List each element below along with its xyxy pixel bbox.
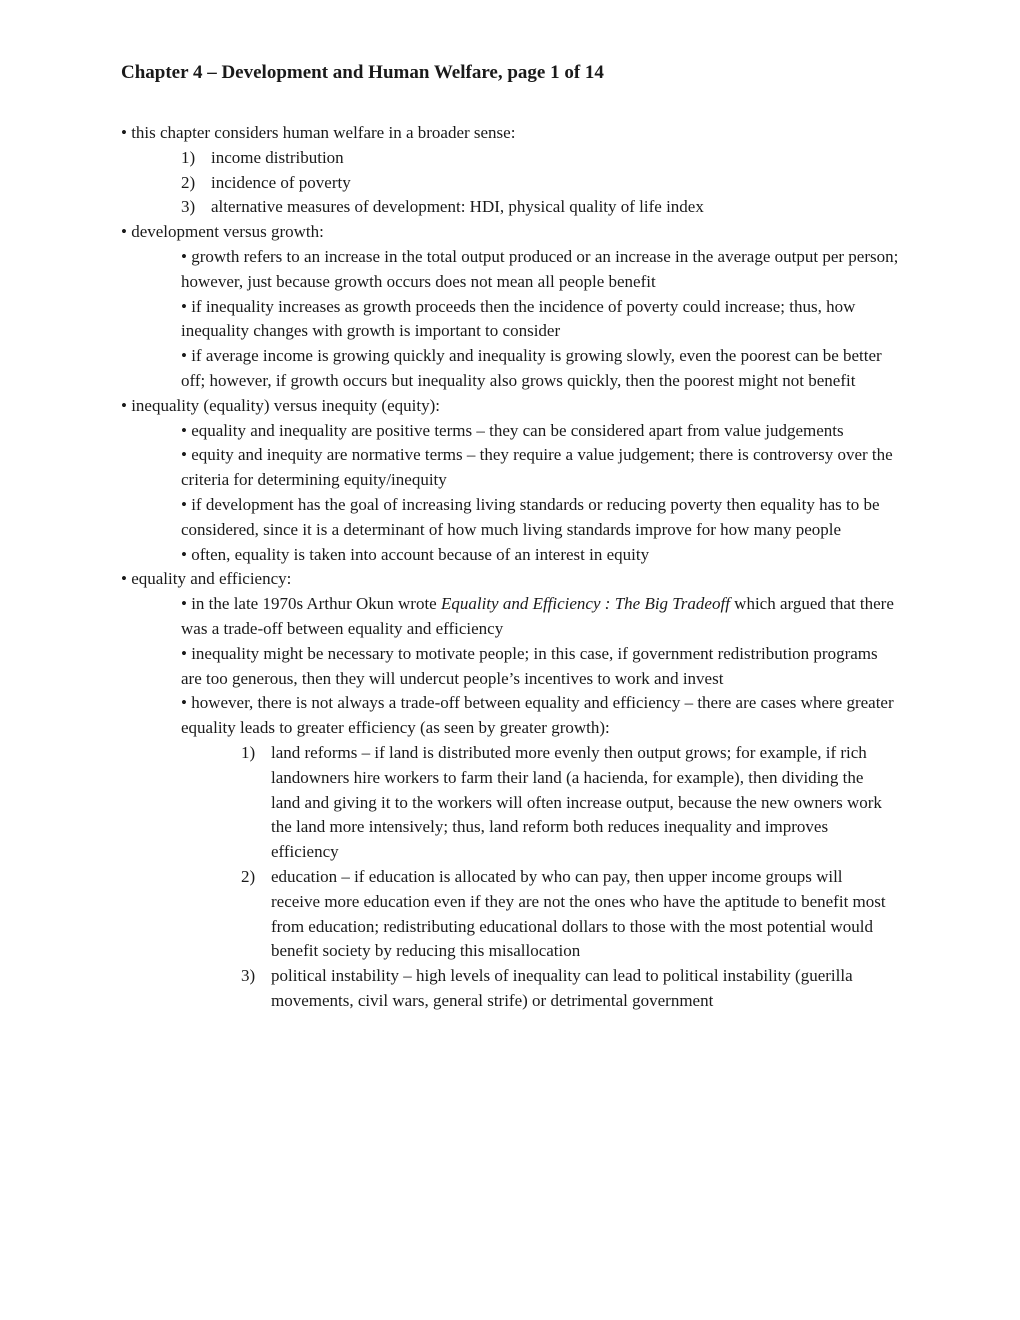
document-body <box>121 121 911 1014</box>
list-number: 3) <box>181 197 196 217</box>
list-item <box>121 741 911 865</box>
book-title: Equality and Efficiency : The Big Tradeoff <box>440 594 730 614</box>
sub-bullet: • if average income is growing quickly and inequality is growing slowly, even the poorest can be better off; however, if growth occurs but inequality also grows quickly, then the poorest might not benefit <box>181 346 882 390</box>
sub-bullet-okun <box>121 592 901 642</box>
list-number: 3) <box>241 966 256 986</box>
sub-bullet: • often, equality is taken into account because of an interest in equity <box>181 544 650 564</box>
list-text: alternative measures of development: HDI, physical quality of life index <box>211 197 704 217</box>
list-item <box>121 964 911 1014</box>
bullet-development-growth: • development versus growth: <box>121 222 324 242</box>
sub-bullet: • growth refers to an increase in the total output produced or an increase in the average output per person; however, just because growth occurs does not mean all people benefit <box>181 246 899 291</box>
sub-bullet: • if development has the goal of increasing living standards or reducing poverty then equality has to be considered, since it is a determinant of how much living standards improve for how many people <box>181 494 880 539</box>
list-item <box>121 171 911 196</box>
sub-bullet: • if inequality increases as growth proceeds then the incidence of poverty could increase; thus, how inequality changes with growth is important to consider <box>181 296 856 341</box>
sub-bullet: • however, there is not always a trade-off between equality and efficiency – there are cases where greater equality leads to greater efficiency (as seen by greater growth): <box>181 693 894 738</box>
sub-bullet: • equity and inequity are normative terms – they require a value judgement; there is controversy over the criteria for determining equity/inequity <box>181 445 893 490</box>
bullet-intro: • this chapter considers human welfare in a broader sense: <box>121 123 516 142</box>
list-text: incidence of poverty <box>211 172 351 192</box>
list-item <box>121 195 911 220</box>
bullet-efficiency: • equality and efficiency: <box>121 569 292 589</box>
list-text: income distribution <box>211 147 344 167</box>
okun-text-post: which argued that there was a trade-off between equality and efficiency <box>181 594 894 638</box>
okun-text-pre: • in the late 1970s Arthur Okun wrote <box>181 594 441 614</box>
sub-bullet: • inequality might be necessary to motivate people; in this case, if government redistribution programs are too generous, then they will undercut people’s incentives to work and invest <box>181 643 878 688</box>
list-number: 1) <box>241 742 256 762</box>
list-text: land reforms – if land is distributed more evenly then output grows; for example, if rich landowners hire workers to farm their land (a hacienda, for example), then dividing the land and giving it to the workers will often increase output, because the new owners work the land more intensively; thus, land reform both reduces inequality and improves efficiency <box>271 742 882 862</box>
sub-bullet: • equality and inequality are positive terms – they can be considered apart from value judgements <box>181 420 844 440</box>
bullet-inequality: • inequality (equality) versus inequity (equity): <box>121 395 440 415</box>
list-text: education – if education is allocated by who can pay, then upper income groups will receive more education even if they are not the ones who have the aptitude to benefit most from education; redistributing educational dollars to those with the most potential would benefit society by reducing this misallocation <box>271 866 886 961</box>
list-number: 2) <box>181 172 196 192</box>
list-text: political instability – high levels of inequality can lead to political instability (guerilla movements, civil wars, general strife) or detrimental government <box>271 966 853 1010</box>
list-number: 2) <box>241 866 256 886</box>
list-item <box>121 865 911 964</box>
page-title: Chapter 4 – Development and Human Welfare, page 1 of 14 <box>121 62 604 83</box>
list-item <box>121 146 911 171</box>
list-number: 1) <box>181 147 196 167</box>
